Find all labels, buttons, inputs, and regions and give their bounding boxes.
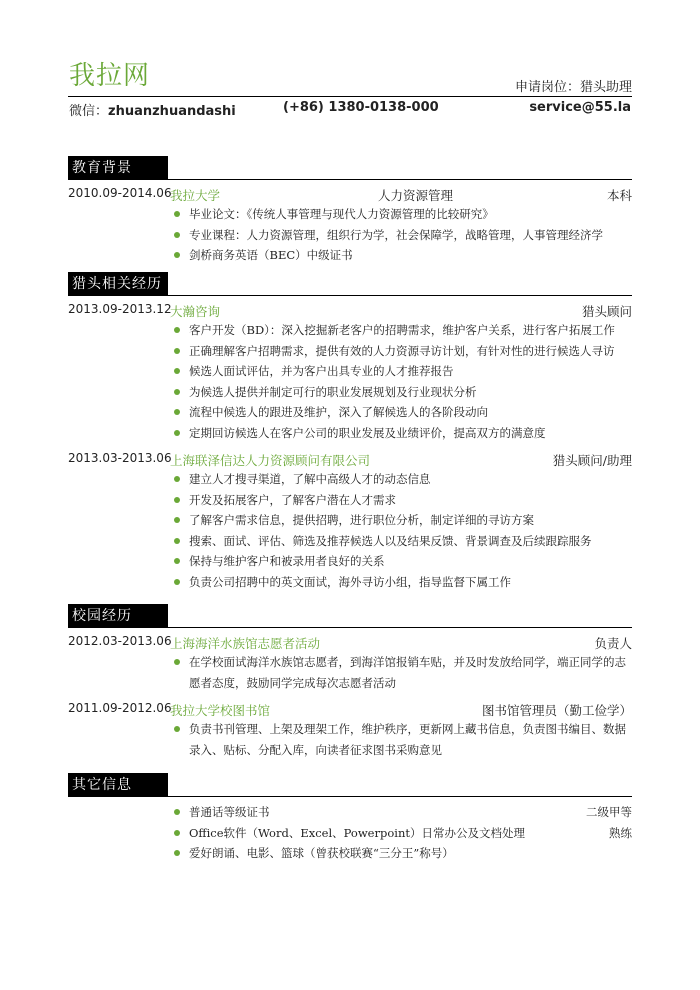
company-name: 上海联泽信达人力资源顾问有限公司 [170, 453, 371, 468]
experience-bullets [171, 320, 632, 443]
item-text: Office软件（Word、Excel、Powerpoint）日常办公及文档处理 [189, 825, 525, 840]
list-item: 专业课程：人力资源管理，组织行为学，社会保障学，战略管理，人事管理经济学 [171, 225, 632, 246]
item-level: 熟练 [609, 825, 632, 840]
list-item: 候选人面试评估，并为客户出具专业的人才推荐报告 [171, 361, 632, 382]
section-divider [68, 295, 632, 296]
list-item: 了解客户需求信息，提供招聘，进行职位分析，制定详细的寻访方案 [171, 510, 632, 531]
item-text: 普通话等级证书 [189, 805, 270, 819]
experience-section [68, 272, 632, 592]
section-divider [68, 627, 632, 628]
job-role: 猎头顾问 [581, 304, 632, 319]
section-header [68, 156, 632, 180]
campus-entry [68, 632, 632, 652]
section-title: 其它信息 [68, 773, 168, 797]
wechat-id: zhuanzhuandashi [108, 104, 236, 119]
item-level: 二级甲等 [586, 805, 632, 819]
section-title: 校园经历 [68, 604, 168, 628]
list-item: 客户开发（BD）：深入挖掘新老客户的招聘需求，维护客户关系，进行客户拓展工作 [171, 320, 632, 341]
section-divider [68, 796, 632, 797]
org-name: 我拉大学校图书馆 [170, 703, 271, 718]
section-header [68, 272, 632, 296]
phone-number: (+86) 1380-0138-000 [283, 100, 439, 115]
job-role: 猎头顾问/助理 [552, 453, 632, 468]
list-item: 毕业论文：《传统人事管理与现代人力资源管理的比较研究》 [171, 204, 632, 225]
email-address: service@55.la [529, 100, 631, 115]
school-name: 我拉大学 [170, 188, 221, 203]
other-bullets [171, 802, 632, 864]
degree: 本科 [606, 188, 632, 203]
list-item: 开发及拓展客户，了解客户潜在人才需求 [171, 490, 632, 511]
education-section [68, 156, 632, 266]
section-divider [68, 179, 632, 180]
campus-bullets [171, 652, 632, 693]
experience-bullets [171, 469, 632, 592]
campus-role: 图书馆管理员（勤工俭学） [481, 703, 632, 718]
list-item: 负责公司招聘中的英文面试，海外寻访小组，指导监督下属工作 [171, 572, 632, 593]
campus-role: 负责人 [594, 636, 632, 651]
list-item: 剑桥商务英语（BEC）中级证书 [171, 245, 632, 266]
campus-section [68, 604, 632, 760]
list-item: 为候选人提供并制定可行的职业发展规划及行业现状分析 [171, 382, 632, 403]
list-item [171, 843, 632, 864]
entry-date: 2013.03-2013.06 [68, 451, 172, 465]
section-header [68, 604, 632, 628]
entry-date: 2012.03-2013.06 [68, 634, 172, 648]
list-item: 负责书刊管理、上架及理架工作，维护秩序，更新网上藏书信息，负责图书编目、数据录入、贴标、分配入库，向读者征求图书采购意见 [171, 719, 632, 760]
entry-date: 2013.09-2013.12 [68, 302, 172, 316]
major: 人力资源管理 [378, 188, 454, 203]
list-item [171, 823, 632, 844]
campus-entry [68, 699, 632, 719]
list-item: 定期回访候选人在客户公司的职业发展及业绩评价，提高双方的满意度 [171, 423, 632, 444]
education-entry [68, 184, 632, 204]
section-title: 教育背景 [68, 156, 168, 180]
education-bullets [171, 204, 632, 266]
experience-entry [68, 300, 632, 320]
list-item [171, 802, 632, 823]
item-text: 爱好朗诵、电影、篮球（曾获校联赛“三分王”称号） [189, 846, 454, 860]
org-name: 上海海洋水族馆志愿者活动 [170, 636, 321, 651]
candidate-name: 我拉网 [69, 61, 151, 91]
list-item: 建立人才搜寻渠道，了解中高级人才的动态信息 [171, 469, 632, 490]
applied-position: 申请岗位：猎头助理 [514, 80, 632, 95]
wechat-label: 微信： [69, 104, 109, 119]
list-item: 保持与维护客户和被录用者良好的关系 [171, 551, 632, 572]
entry-date: 2010.09-2014.06 [68, 186, 172, 200]
list-item: 正确理解客户招聘需求，提供有效的人力资源寻访计划，有针对性的进行候选人寻访 [171, 341, 632, 362]
other-section [68, 773, 632, 864]
section-header [68, 773, 632, 797]
entry-date: 2011.09-2012.06 [68, 701, 172, 715]
list-item: 流程中候选人的跟进及维护，深入了解候选人的各阶段动向 [171, 402, 632, 423]
list-item: 在学校面试海洋水族馆志愿者，到海洋馆报销车贴，并及时发放给同学，端正同学的志愿者态度，鼓励同学完成每次志愿者活动 [171, 652, 632, 693]
list-item: 搜索、面试、评估、筛选及推荐候选人以及结果反馈、背景调查及后续跟踪服务 [171, 531, 632, 552]
experience-entry [68, 449, 632, 469]
contact-bar [69, 100, 631, 118]
section-title: 猎头相关经历 [68, 272, 168, 296]
wechat-info [69, 100, 236, 119]
campus-bullets [171, 719, 632, 760]
header-divider [68, 96, 632, 97]
company-name: 大瀚咨询 [170, 304, 221, 319]
